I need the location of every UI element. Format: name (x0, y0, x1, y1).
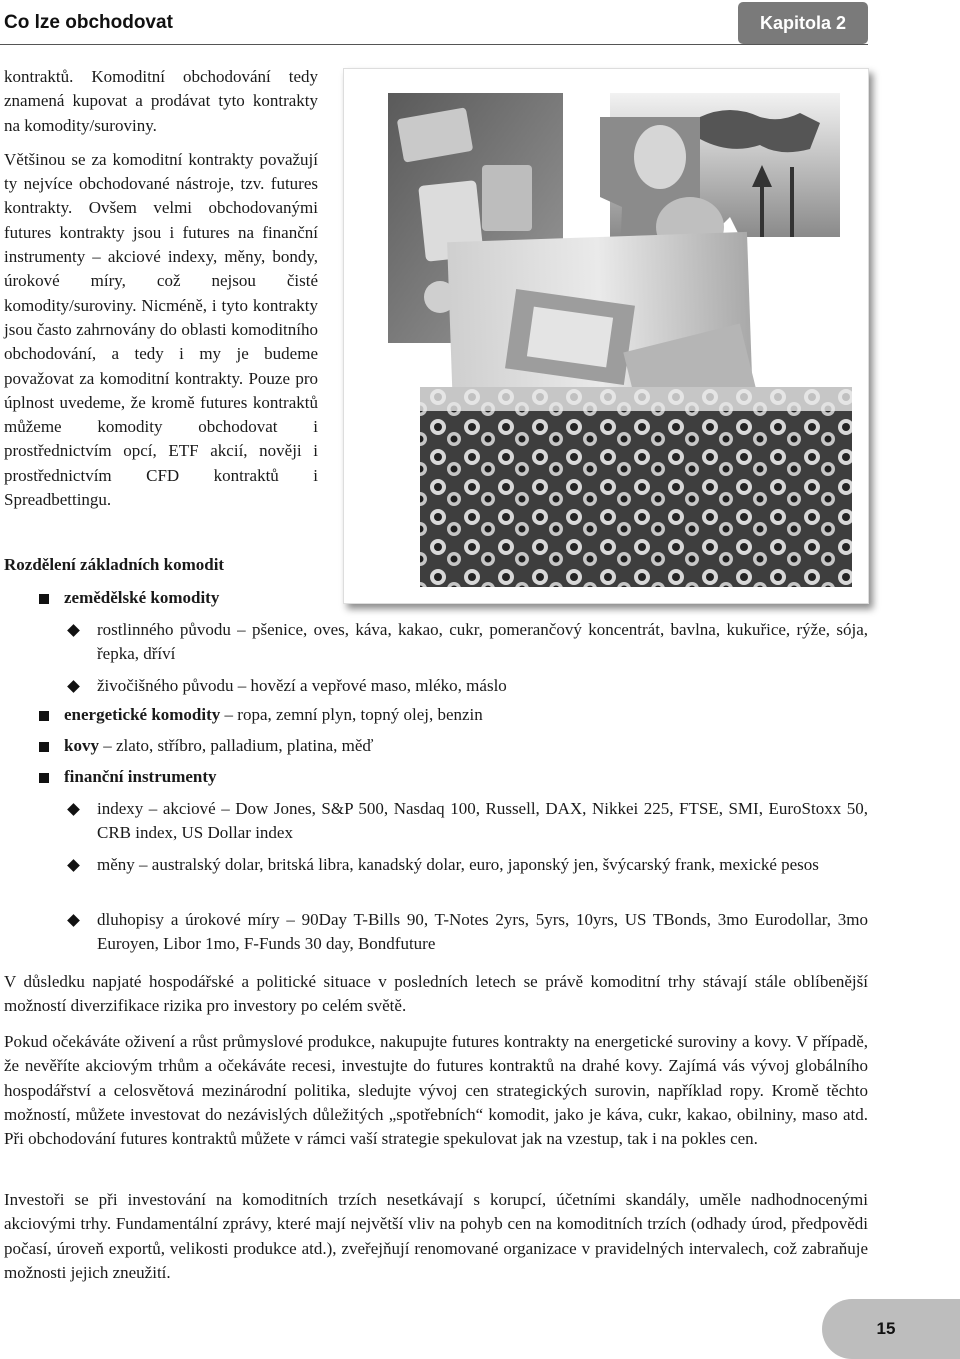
intro-paragraph-1: kontraktů. Komoditní obchodování tedy znamená kupovat a prodávat tyto kontrakty na komodity/suroviny. (4, 67, 318, 135)
list-item-plant: rostlinného původu – pšenice, oves, káva, kakao, cukr, pomerančový koncentrát, bavlna, kukuřice, rýže, sója, řepka, dříví (97, 620, 868, 664)
body-paragraph-2: Pokud očekáváte oživení a růst průmyslové produkce, nakupujte futures kontrakty na energetické suroviny a kovy. V případě, že nevěříte akciovým trhům a očekáváte recesi, investujte do futures kontraktů na drahé kovy. Zajímá vás vývoj globálního hospodářství a celosvětová mezinárodní politika, sledujte vývoj cen strategických surovin, například ropy. Kromě těchto možností, můžete investovat do nezávislých důležitých „spotřebních“ komodit, jako je káva, cukr, kakao, obilniny, maso atd. Při obchodování futures kontraktů můžete v rámci vaší strategie spekulovat jak na vzestup, tak i na pokles cen. (4, 1032, 868, 1149)
energy-label: energetické komodity (64, 705, 221, 724)
page-header (0, 0, 960, 50)
running-title: Co lze obchodovat (4, 12, 173, 33)
square-bullet (39, 711, 49, 721)
collage-illustration (360, 87, 852, 587)
list-item-metals (64, 734, 864, 758)
metals-text: – zlato, stříbro, palladium, platina, měď (98, 736, 374, 755)
square-bullet (39, 742, 49, 752)
list-item-animal: živočišného původu – hovězí a vepřové maso, mléko, máslo (97, 676, 507, 695)
energy-text: – ropa, zemní plyn, topný olej, benzin (220, 705, 483, 724)
intro-paragraph-2: Většinou se za komoditní kontrakty považují ty nejvíce obchodované nástroje, tzv. futures kontrakty. Ovšem velmi obchodovanými futures kontrakty jsou i futures na finanční instrumenty – akciové indexy, měny, bondy, úrokové míry, což nejsou čisté komodity/suroviny. Nicméně, i tyto kontrakty jsou často zahrnovány do oblasti komoditního obchodování, a tedy i my je budeme považovat za komoditní kontrakty. Pouze pro úplnost uvedeme, že kromě futures kontraktů můžeme komodity obchodovat i prostřednictvím opcí, ETF akcií, nověji i prostřednictvím CFD kontraktů i Spreadbettingu. (4, 149, 318, 510)
commodities-collage-image (343, 68, 869, 604)
list-item-indexes: indexy – akciové – Dow Jones, S&P 500, Nasdaq 100, Russell, DAX, Nikkei 225, FTSE, SMI, EuroStoxx 50, CRB index, US Dollar index (97, 799, 868, 843)
diamond-bullet (67, 624, 80, 637)
square-bullet (39, 773, 49, 783)
body-paragraph-3: Investoři se při investování na komoditních trzích nesetkávají s korupcí, účetními skandály, uměle nadhodnocenými akciovými trhy. Fundamentální zprávy, které mají největší vliv na pohyb cen na komoditních trzích (odhady úrod, předpovědi počasí, úroveň exportů, velikosti produkce atd.), zveřejňují renomované organizace v pravidelných intervalech, což zabraňuje možnosti jejich zneužití. (4, 1190, 868, 1282)
list-item-financial (64, 765, 864, 789)
intro-text (4, 65, 318, 512)
diamond-bullet (67, 680, 80, 693)
diamond-bullet (67, 914, 80, 927)
metals-label: kovy (64, 736, 99, 755)
header-rule (0, 44, 868, 45)
page-number-badge: 15 (822, 1299, 960, 1359)
list-item-currencies: měny – australský dolar, britská libra, kanadský dolar, euro, japonský jen, švýcarský frank, mexické pesos (97, 855, 819, 874)
diamond-bullet (67, 859, 80, 872)
chapter-badge: Kapitola 2 (738, 2, 868, 44)
body-paragraph-1: V důsledku napjaté hospodářské a politické situace v posledních letech se právě komoditní trhy stávají stále oblíbenější možností diverzifikace rizika pro investory po celém světě. (4, 972, 868, 1016)
financial-label: finanční instrumenty (64, 767, 217, 786)
list-item-bonds: dluhopisy a úrokové míry – 90Day T-Bills 90, T-Notes 2yrs, 5yrs, 10yrs, US TBonds, 3mo Eurodollar, 3mo Euroyen, Libor 1mo, F-Funds 30 day, Bondfuture (97, 910, 868, 954)
diamond-bullet (67, 803, 80, 816)
square-bullet (39, 594, 49, 604)
list-item-energy (64, 703, 864, 727)
section-heading: Rozdělení základních komodit (4, 555, 225, 574)
agri-label: zemědělské komodity (64, 588, 220, 607)
list-item-agri (64, 586, 334, 610)
